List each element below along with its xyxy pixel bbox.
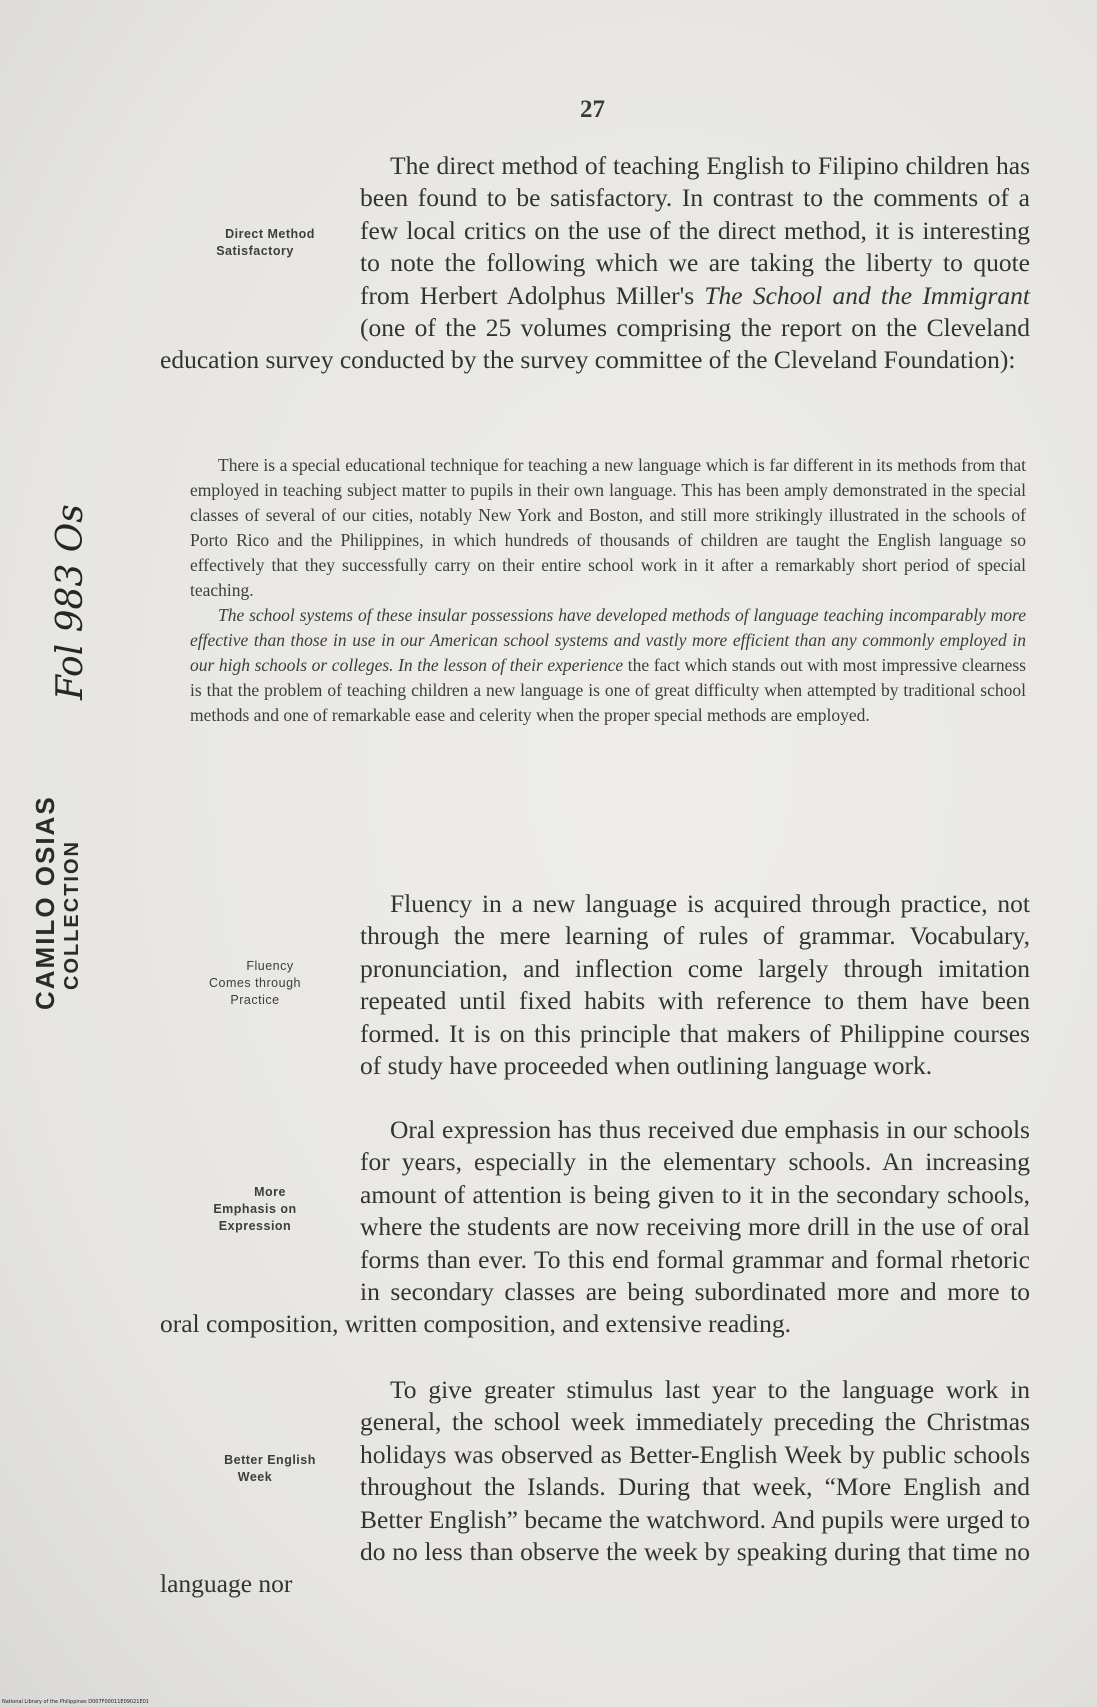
paragraph-text: Oral expression has thus received due emphasis in our schools for years, especially in the elementary schools. An increasing amount of attention is being given to it in the secondary schools, where the students are now receiving more drill in the use of oral forms than ever. To this end formal grammar and formal rhetoric in secondary classes are being subordinated more and more to oral composition, written composition, and extensive reading. xyxy=(160,1115,1030,1339)
margin-note-line: More xyxy=(254,1185,286,1199)
footer-caption: National Library of the Philippines D007F00011E09021E01 xyxy=(2,1699,149,1705)
margin-note-line: Comes through xyxy=(209,976,301,990)
margin-note-fluency xyxy=(160,954,360,1051)
margin-note-line: Week xyxy=(237,1470,273,1484)
quote-paragraph: There is a special educational technique for teaching a new language which is far different in its methods from that employed in teaching subject matter to pupils in their own language. This has been amply demonstrated in the special classes of several of our cities, notably New York and Boston, and still more strikingly illustrated in the schools of Porto Rico and the Philippines, in which hundreds of thousands of children are taught the English language so effectively that they successfully carry on their entire school work in it after a remarkably short period of special teaching. xyxy=(190,455,1026,600)
collection-stamp-name: CAMILO OSIAS xyxy=(30,795,60,1010)
paragraph-intro: The direct method of teaching English to Filipino children has been found to be satisfactory. In contrast to the comments of a few local critics on the use of the direct method, it is interesting to note the following which we are taking the liberty to quote from Herbert Adolphus Miller's xyxy=(360,151,1030,310)
quote-italic: The school systems of these insular possessions have developed methods of language teaching incomparably more effective than those in use in our American school systems and vastly more efficient than any commonly employed in our high schools or colleges. In the lesson of their experience xyxy=(190,605,1026,675)
block-quote xyxy=(160,453,1030,728)
margin-note-line: Emphasis on xyxy=(213,1202,297,1216)
margin-note-line: Satisfactory xyxy=(216,244,294,258)
paragraph-direct-method xyxy=(160,150,1030,377)
collection-stamp-label: COLLECTION xyxy=(61,840,83,990)
paragraph-fluency xyxy=(160,888,1030,1082)
paragraph-oral-expression xyxy=(160,1114,1030,1341)
section-better-english xyxy=(160,1374,1030,1601)
margin-note-direct-method xyxy=(160,216,360,313)
quote-paragraph xyxy=(190,603,1026,728)
paragraph-text: Fluency in a new language is acquired through practice, not through the mere learning of rules of grammar. Vocabulary, pronunciation, and inflection come largely through imitation repeated until fixed habits with reference to them have been formed. It is on this principle that makers of Philippine courses of study have proceeded when outlining language work. xyxy=(360,889,1030,1081)
book-title: The School and the Immigrant xyxy=(704,280,1030,310)
margin-note-line: Practice xyxy=(230,993,280,1007)
paragraph-text: To give greater stimulus last year to the language work in general, the school week immediately preceding the Christmas holidays was observed as Better-English Week by public schools throughout the Islands. During that week, “More English and Better English” became the watchword. And pupils were urged to do no less than observe the week by speaking during that time no language nor xyxy=(160,1375,1030,1599)
call-number: Fol 983 Os xyxy=(50,504,91,700)
collection-stamp xyxy=(30,770,84,1010)
margin-note-line: Direct Method xyxy=(225,227,315,241)
page-number: 27 xyxy=(580,96,605,123)
paragraph-tail: (one of the 25 volumes comprising the report on the Cleveland education survey conducted by the survey committee of the Cleveland Foundation): xyxy=(160,313,1030,375)
margin-note-expression xyxy=(160,1180,360,1277)
margin-note-line: Better English xyxy=(224,1453,316,1467)
section-direct-method xyxy=(160,150,1030,377)
paragraph-better-english xyxy=(160,1374,1030,1601)
section-fluency xyxy=(160,888,1030,1082)
margin-note-line: Expression xyxy=(218,1219,292,1233)
quote-rest: the fact which stands out with most impressive clearness is that the problem of teaching children a new language is one of great difficulty when attempted by traditional school methods and one of remarkable ease and celerity when the proper special methods are employed. xyxy=(190,655,1026,725)
margin-note-better-english xyxy=(160,1440,360,1537)
section-oral-expression xyxy=(160,1114,1030,1341)
margin-note-line: Fluency xyxy=(246,959,294,973)
